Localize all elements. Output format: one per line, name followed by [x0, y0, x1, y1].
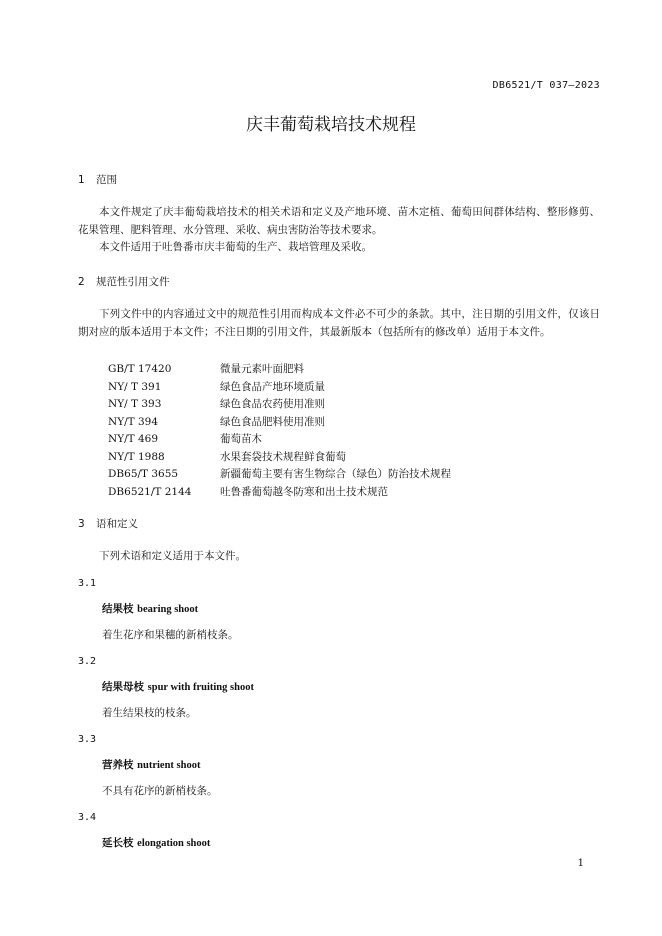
section-number: 1	[78, 174, 85, 186]
reference-item	[108, 414, 451, 432]
term-en: bearing shoot	[137, 604, 199, 615]
reference-code: NY/ T 391	[108, 380, 162, 393]
term-number: 3.4	[78, 812, 97, 823]
term-number: 3.3	[78, 734, 97, 745]
term-zh: 结果母枝	[102, 681, 144, 693]
reference-item	[108, 361, 451, 379]
page-number: 1	[577, 858, 584, 869]
section-title: 范围	[96, 174, 117, 186]
reference-title: 水果套袋技术规程鲜食葡萄	[220, 450, 346, 463]
section-heading-normative-references	[78, 274, 170, 289]
term-en: spur with fruiting shoot	[147, 682, 254, 693]
term-heading	[102, 601, 198, 616]
reference-title: 绿色食品产地环境质量	[220, 380, 325, 393]
term-zh: 结果枝	[102, 603, 134, 615]
term-heading	[102, 679, 254, 694]
reference-title: 绿色食品农药使用准则	[220, 398, 325, 410]
term-en: elongation shoot	[137, 838, 211, 849]
reference-item	[108, 449, 451, 467]
term-zh: 营养枝	[102, 759, 134, 771]
section-heading-scope	[78, 172, 117, 187]
section-title: 语和定义	[96, 518, 138, 530]
term-zh: 延长枝	[102, 837, 134, 849]
reference-item	[108, 396, 451, 414]
reference-code: DB65/T 3655	[108, 468, 179, 480]
scope-paragraph-2: 本文件适用于吐鲁番市庆丰葡萄的生产、栽培管理及采收。	[99, 241, 372, 253]
references-intro-paragraph: 下列文件中的内容通过文中的规范性引用而构成本文件必不可少的条款。其中，注日期的引用文件，仅该日期对应的版本适用于本文件；不注日期的引用文件，其最新版本（包括所有的修改单）适用于本文件。	[78, 308, 600, 338]
term-en: nutrient shoot	[137, 760, 201, 771]
reference-list	[108, 361, 451, 501]
term-definition: 着生花序和果穗的新梢枝条。	[102, 629, 239, 641]
reference-code: NY/T 1988	[108, 450, 165, 463]
term-definition: 着生结果枝的枝条。	[102, 707, 197, 719]
reference-item	[108, 379, 451, 397]
reference-code: NY/T 469	[108, 433, 159, 445]
reference-item	[108, 484, 451, 502]
section-heading-terms	[78, 516, 138, 531]
term-number: 3.2	[78, 656, 97, 667]
reference-code: NY/T 394	[108, 415, 159, 428]
reference-title: 葡萄苗木	[220, 433, 262, 445]
section-number: 2	[78, 276, 85, 288]
document-title: 庆丰葡萄栽培技术规程	[246, 115, 416, 135]
reference-code: NY/ T 393	[108, 398, 162, 410]
term-number: 3.1	[78, 578, 97, 589]
reference-title: 吐鲁番葡萄越冬防寒和出土技术规范	[220, 485, 388, 498]
document-code: DB6521/T 037—2023	[492, 80, 600, 91]
section-title: 规范性引用文件	[96, 276, 170, 288]
reference-item	[108, 431, 451, 449]
reference-title: 微量元素叶面肥料	[220, 363, 304, 375]
reference-code: GB/T 17420	[108, 363, 172, 375]
section-number: 3	[78, 518, 85, 530]
reference-code: DB6521/T 2144	[108, 485, 192, 498]
reference-title: 绿色食品肥料使用准则	[220, 415, 325, 428]
term-heading	[102, 835, 210, 850]
reference-item	[108, 466, 451, 484]
scope-paragraph-1: 本文件规定了庆丰葡萄栽培技术的相关术语和定义及产地环境、苗木定植、葡萄田间群体结构、整形修剪、花果管理、肥料管理、水分管理、采收、病虫害防治等技术要求。	[78, 206, 600, 236]
reference-title: 新疆葡萄主要有害生物综合（绿色）防治技术规程	[220, 468, 451, 480]
term-definition: 不具有花序的新梢枝条。	[102, 785, 218, 797]
term-heading	[102, 757, 200, 772]
terms-intro-paragraph: 下列术语和定义适用于本文件。	[99, 550, 246, 562]
